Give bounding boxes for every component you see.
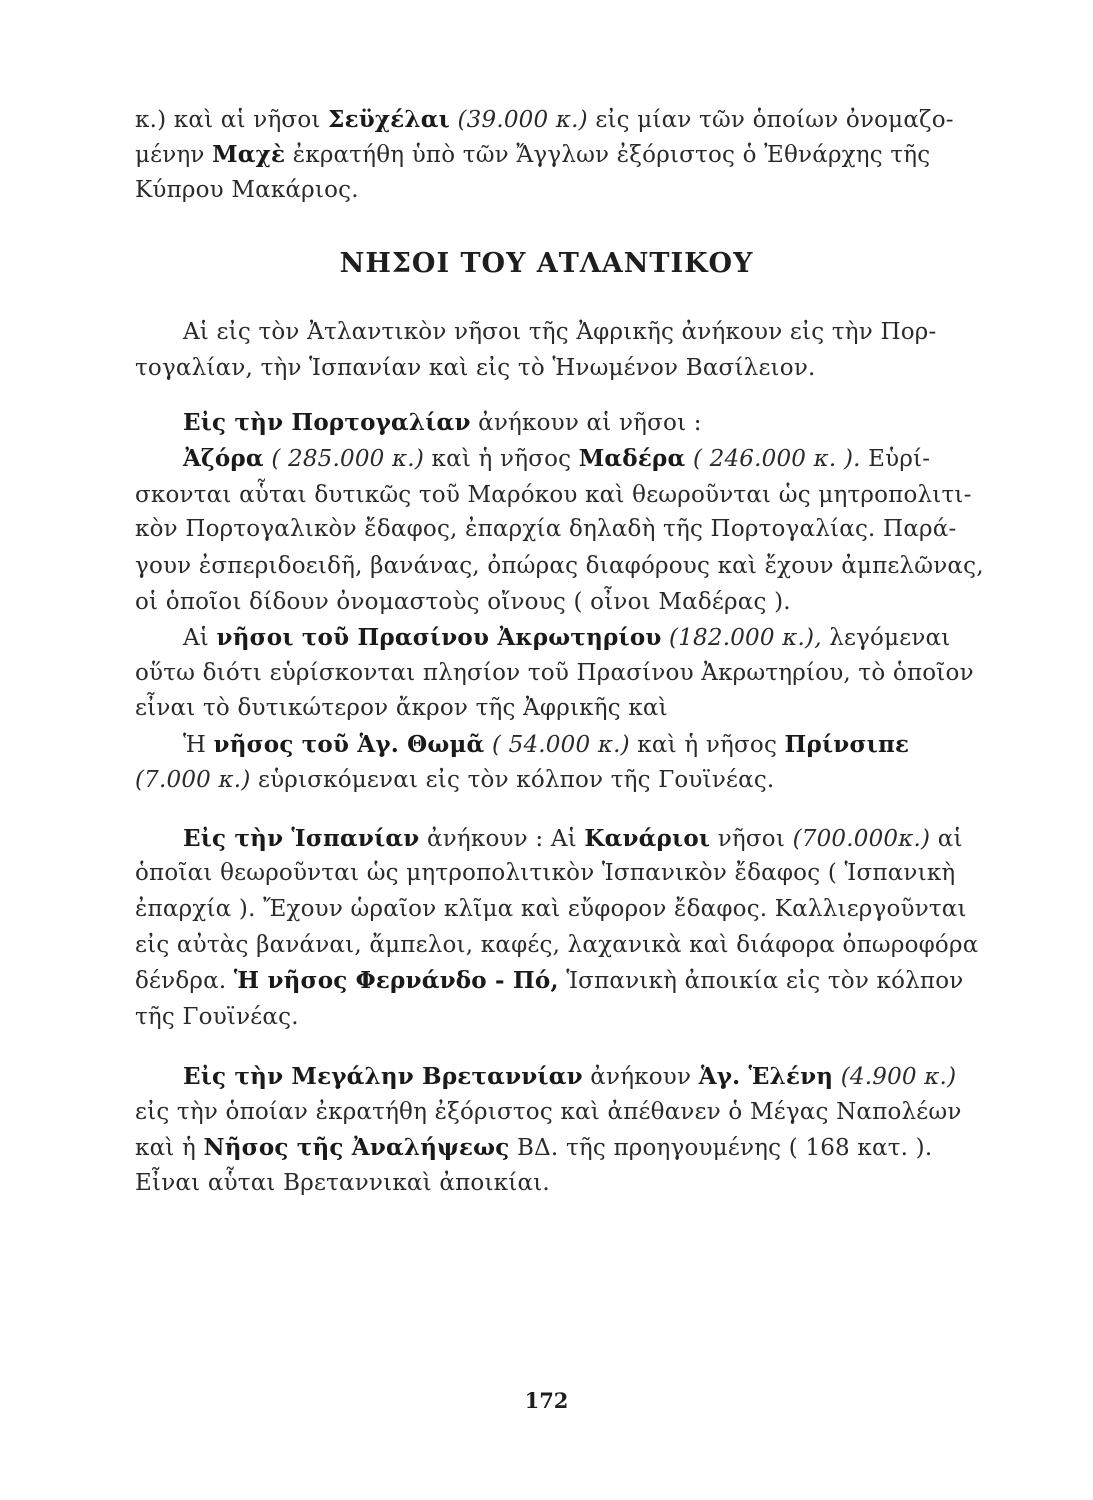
text-run: εἰς μίαν τῶν ὁποίων ὀνομαζο- xyxy=(587,107,954,133)
text-run: εὑρισκόμεναι εἰς τὸν κόλπον τῆς Γουϊνέας. xyxy=(250,767,775,793)
italic-text-run: (700.000κ.) xyxy=(792,826,931,852)
text-run: Ἡ xyxy=(183,732,214,758)
text-line: Αἱ εἰς τὸν Ἀτλαντικὸν νῆσοι τῆς Ἀφρικῆς ἀνήκουν εἰς τὴν Πορ- xyxy=(183,319,937,345)
text-line: σκονται αὗται δυτικῶς τοῦ Μαρόκου καὶ θεωροῦνται ὡς μητροπολιτι- xyxy=(135,482,972,508)
text-line xyxy=(183,729,975,761)
text-line: Εἶναι αὗται Βρεταννικαὶ ἀποικίαι. xyxy=(135,1170,550,1196)
text-line: ἐπαρχία ). Ἔχουν ὡραῖον κλῖμα καὶ εὔφορον ἔδαφος. Καλλιεργοῦνται xyxy=(135,896,967,922)
bold-text-run: Κανάριοι xyxy=(584,825,711,852)
bold-text-run: νῆσοι τοῦ Πρασίνου Ἀκρωτηρίου xyxy=(216,624,662,651)
bold-text-run: νῆσος τοῦ Ἁγ. Θωμᾶ xyxy=(213,731,485,758)
text-line: εἶναι τὸ δυτικώτερον ἄκρον τῆς Ἀφρικῆς καὶ xyxy=(135,695,668,721)
text-run: αἱ xyxy=(930,826,963,852)
text-line xyxy=(183,823,975,855)
text-run: ἐκρατήθη ὑπὸ τῶν Ἄγγλων ἐξόριστος ὁ Ἐθνάρχης τῆς xyxy=(285,142,931,168)
text-run: καὶ ἡ νῆσος xyxy=(424,446,579,472)
bold-text-run: Πρίνσιπε xyxy=(784,731,910,758)
text-run: λεγόμεναι xyxy=(821,625,951,651)
text-run: ἀνήκουν xyxy=(582,1064,699,1090)
text-line xyxy=(135,965,975,997)
text-run: καὶ ἡ νῆσος xyxy=(629,732,785,758)
text-run: Αἱ xyxy=(183,625,217,651)
text-run: Εὑρί- xyxy=(860,446,931,472)
bold-text-run: Ἀζόρα xyxy=(183,445,264,472)
text-run: ΒΔ. τῆς προηγουμένης ( 168 κατ. ). xyxy=(509,1135,933,1161)
text-line: κὸν Πορτογαλικὸν ἔδαφος, ἐπαρχία δηλαδὴ τῆς Πορτογαλίας. Παρά- xyxy=(135,516,957,542)
text-line xyxy=(183,407,975,439)
text-line: Κύπρου Μακάριος. xyxy=(135,177,359,203)
bold-text-run: Μαδέρα xyxy=(578,445,686,472)
bold-text-run: Ἁγ. Ἑλένη xyxy=(698,1063,834,1090)
text-line xyxy=(183,443,975,475)
text-run: δένδρα. xyxy=(135,968,234,994)
text-run: καὶ ἡ xyxy=(135,1135,204,1161)
text-run: Ἱσπανικὴ ἀποικία εἰς τὸν κόλπον xyxy=(558,968,964,994)
bold-text-run: Μαχὲ xyxy=(212,141,286,168)
italic-text-run: ( 246.000 κ. ). xyxy=(685,446,861,472)
text-line: ὁποῖαι θεωροῦνται ὡς μητροπολιτικὸν Ἱσπανικὸν ἔδαφος ( Ἱσπανικὴ xyxy=(135,860,956,886)
text-line xyxy=(135,764,975,796)
text-run: μένην xyxy=(135,142,213,168)
section-heading: ΝΗΣΟΙ ΤΟΥ ΑΤΛΑΝΤΙΚΟΥ xyxy=(339,248,754,279)
text-line: τῆς Γουϊνέας. xyxy=(135,1004,299,1030)
text-run: νῆσοι xyxy=(710,826,793,852)
bold-text-run: Σεϋχέλαι xyxy=(328,106,450,133)
text-line xyxy=(135,1132,975,1164)
italic-text-run: ( 54.000 κ.) xyxy=(484,732,630,758)
text-line: γουν ἐσπεριδοειδῆ, βανάνας, ὀπώρας διαφόρους καὶ ἔχουν ἀμπελῶνας, xyxy=(135,553,984,579)
text-run: ἀνήκουν : Αἱ xyxy=(419,826,585,852)
bold-text-run: Εἰς τὴν Ἱσπανίαν xyxy=(183,825,420,852)
text-line xyxy=(135,139,975,171)
text-run: κ.) καὶ αἱ νῆσοι xyxy=(135,107,329,133)
text-line: εἰς αὐτὰς βανάναι, ἄμπελοι, καφές, λαχανικὰ καὶ διάφορα ὀπωροφόρα xyxy=(135,932,979,958)
bold-text-run: Ἡ νῆσος Φερνάνδο - Πό, xyxy=(233,967,559,994)
italic-text-run: (182.000 κ.), xyxy=(661,625,822,651)
italic-text-run: ( 285.000 κ.) xyxy=(263,446,424,472)
text-line: οὕτω διότι εὑρίσκονται πλησίον τοῦ Πρασίνου Ἀκρωτηρίου, τὸ ὁποῖον xyxy=(135,660,974,686)
text-line xyxy=(183,1061,975,1093)
italic-text-run: (7.000 κ.) xyxy=(135,767,251,793)
text-line xyxy=(183,622,975,654)
italic-text-run: (39.000 κ.) xyxy=(449,107,588,133)
bold-text-run: Νῆσος τῆς Ἀναλήψεως xyxy=(203,1134,510,1161)
bold-text-run: Εἰς τὴν Πορτογαλίαν xyxy=(183,409,471,436)
text-line xyxy=(135,104,975,136)
text-run: ἀνήκουν αἱ νῆσοι : xyxy=(470,410,702,436)
text-line: τογαλίαν, τὴν Ἱσπανίαν καὶ εἰς τὸ Ἡνωμένον Βασίλειον. xyxy=(135,355,816,381)
bold-text-run: Εἰς τὴν Μεγάλην Βρεταννίαν xyxy=(183,1063,583,1090)
page-number: 172 xyxy=(524,1388,569,1413)
italic-text-run: (4.900 κ.) xyxy=(833,1064,957,1090)
text-line: εἰς τὴν ὁποίαν ἐκρατήθη ἐξόριστος καὶ ἀπέθανεν ὁ Μέγας Ναπολέων xyxy=(135,1099,962,1125)
text-line: οἱ ὁποῖοι δίδουν ὀνομαστοὺς οἴνους ( οἶνοι Μαδέρας ). xyxy=(135,589,791,615)
